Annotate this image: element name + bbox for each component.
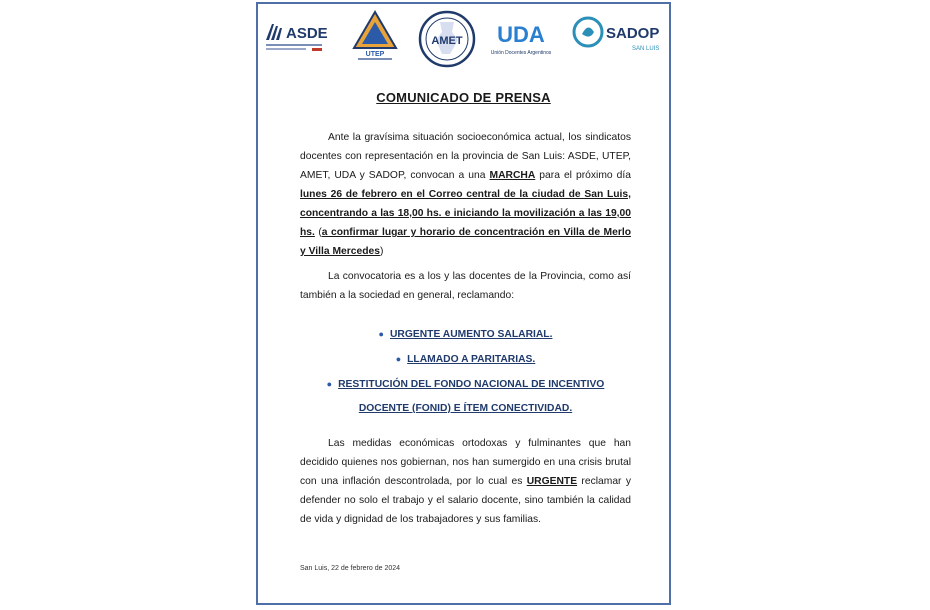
paragraph-convocation: La convocatoria es a los y las docentes de la Provincia, como así también a la sociedad en general, reclamando: [300,271,631,301]
asde-logo-text: ASDE [286,25,328,42]
document-title: COMUNICADO DE PRENSA [376,90,551,105]
demand-item: ● RESTITUCIÓN DEL FONDO NACIONAL DE INCENTIVO [326,379,605,390]
p3-urgent: URGENTE [526,476,578,487]
demand-item: ● LLAMADO A PARITARIAS. [395,354,536,365]
p1-event-details: lunes 26 de febrero en el Correo central de la ciudad de San Luis, concentrando a las 18,00 hs. e iniciando la movilización a las 19,00 hs. [300,189,631,238]
paragraph-urgency [300,434,631,529]
union-logos-header [258,10,669,68]
amet-logo-text: AMET [431,35,463,47]
p1-text-g: ) [379,246,384,257]
bullet-icon: ● [326,379,333,389]
paragraph-announcement [300,128,631,261]
p3-text-a: Las medidas económicas ortodoxas y fulminantes que han decidido quienes nos gobiernan, nos han sumergido en una crisis brutal con una inflación descontrolada, por lo cual es [300,438,631,487]
utep-logo-text: UTEP [365,51,385,58]
p1-march: MARCHA [489,170,536,181]
demand-item: ● URGENTE AUMENTO SALARIAL. [378,329,553,340]
demand-item-continued: DOCENTE (FONID) E ÍTEM CONECTIVIDAD. [358,403,573,414]
bullet-icon: ● [395,354,402,364]
amet-logo [418,10,476,68]
bullet-icon: ● [378,329,384,339]
demands-list [300,322,631,421]
p3-text-c: reclamar y defender no solo el trabajo y el salario docente, sino también la calidad de vida y dignidad de los trabajadores y sus familias. [300,476,631,525]
sadop-logo-text: SADOP [606,25,660,42]
sadop-logo [572,14,670,58]
p1-text-a: Ante la gravísima situación socioeconómica actual, los sindicatos docentes con representación en la provincia de San Luis: ASDE, UTEP, AMET, UDA y SADOP, convocan a una [300,132,631,181]
press-release-page [256,2,671,605]
sadop-logo-subtitle: SAN LUIS [632,46,660,52]
uda-logo [490,14,552,60]
p1-location-note: a confirmar lugar y horario de concentración en Villa de Merlo y Villa Mercedes [300,227,631,257]
utep-logo [350,10,400,62]
p1-text-e: ( [314,227,322,238]
document-date: San Luis, 22 de febrero de 2024 [300,565,401,572]
uda-logo-text: UDA [497,22,545,47]
asde-logo [262,16,338,56]
p1-text-c: para el próximo día [535,170,631,181]
uda-logo-subtitle: Unión Docentes Argentinos [490,50,552,56]
